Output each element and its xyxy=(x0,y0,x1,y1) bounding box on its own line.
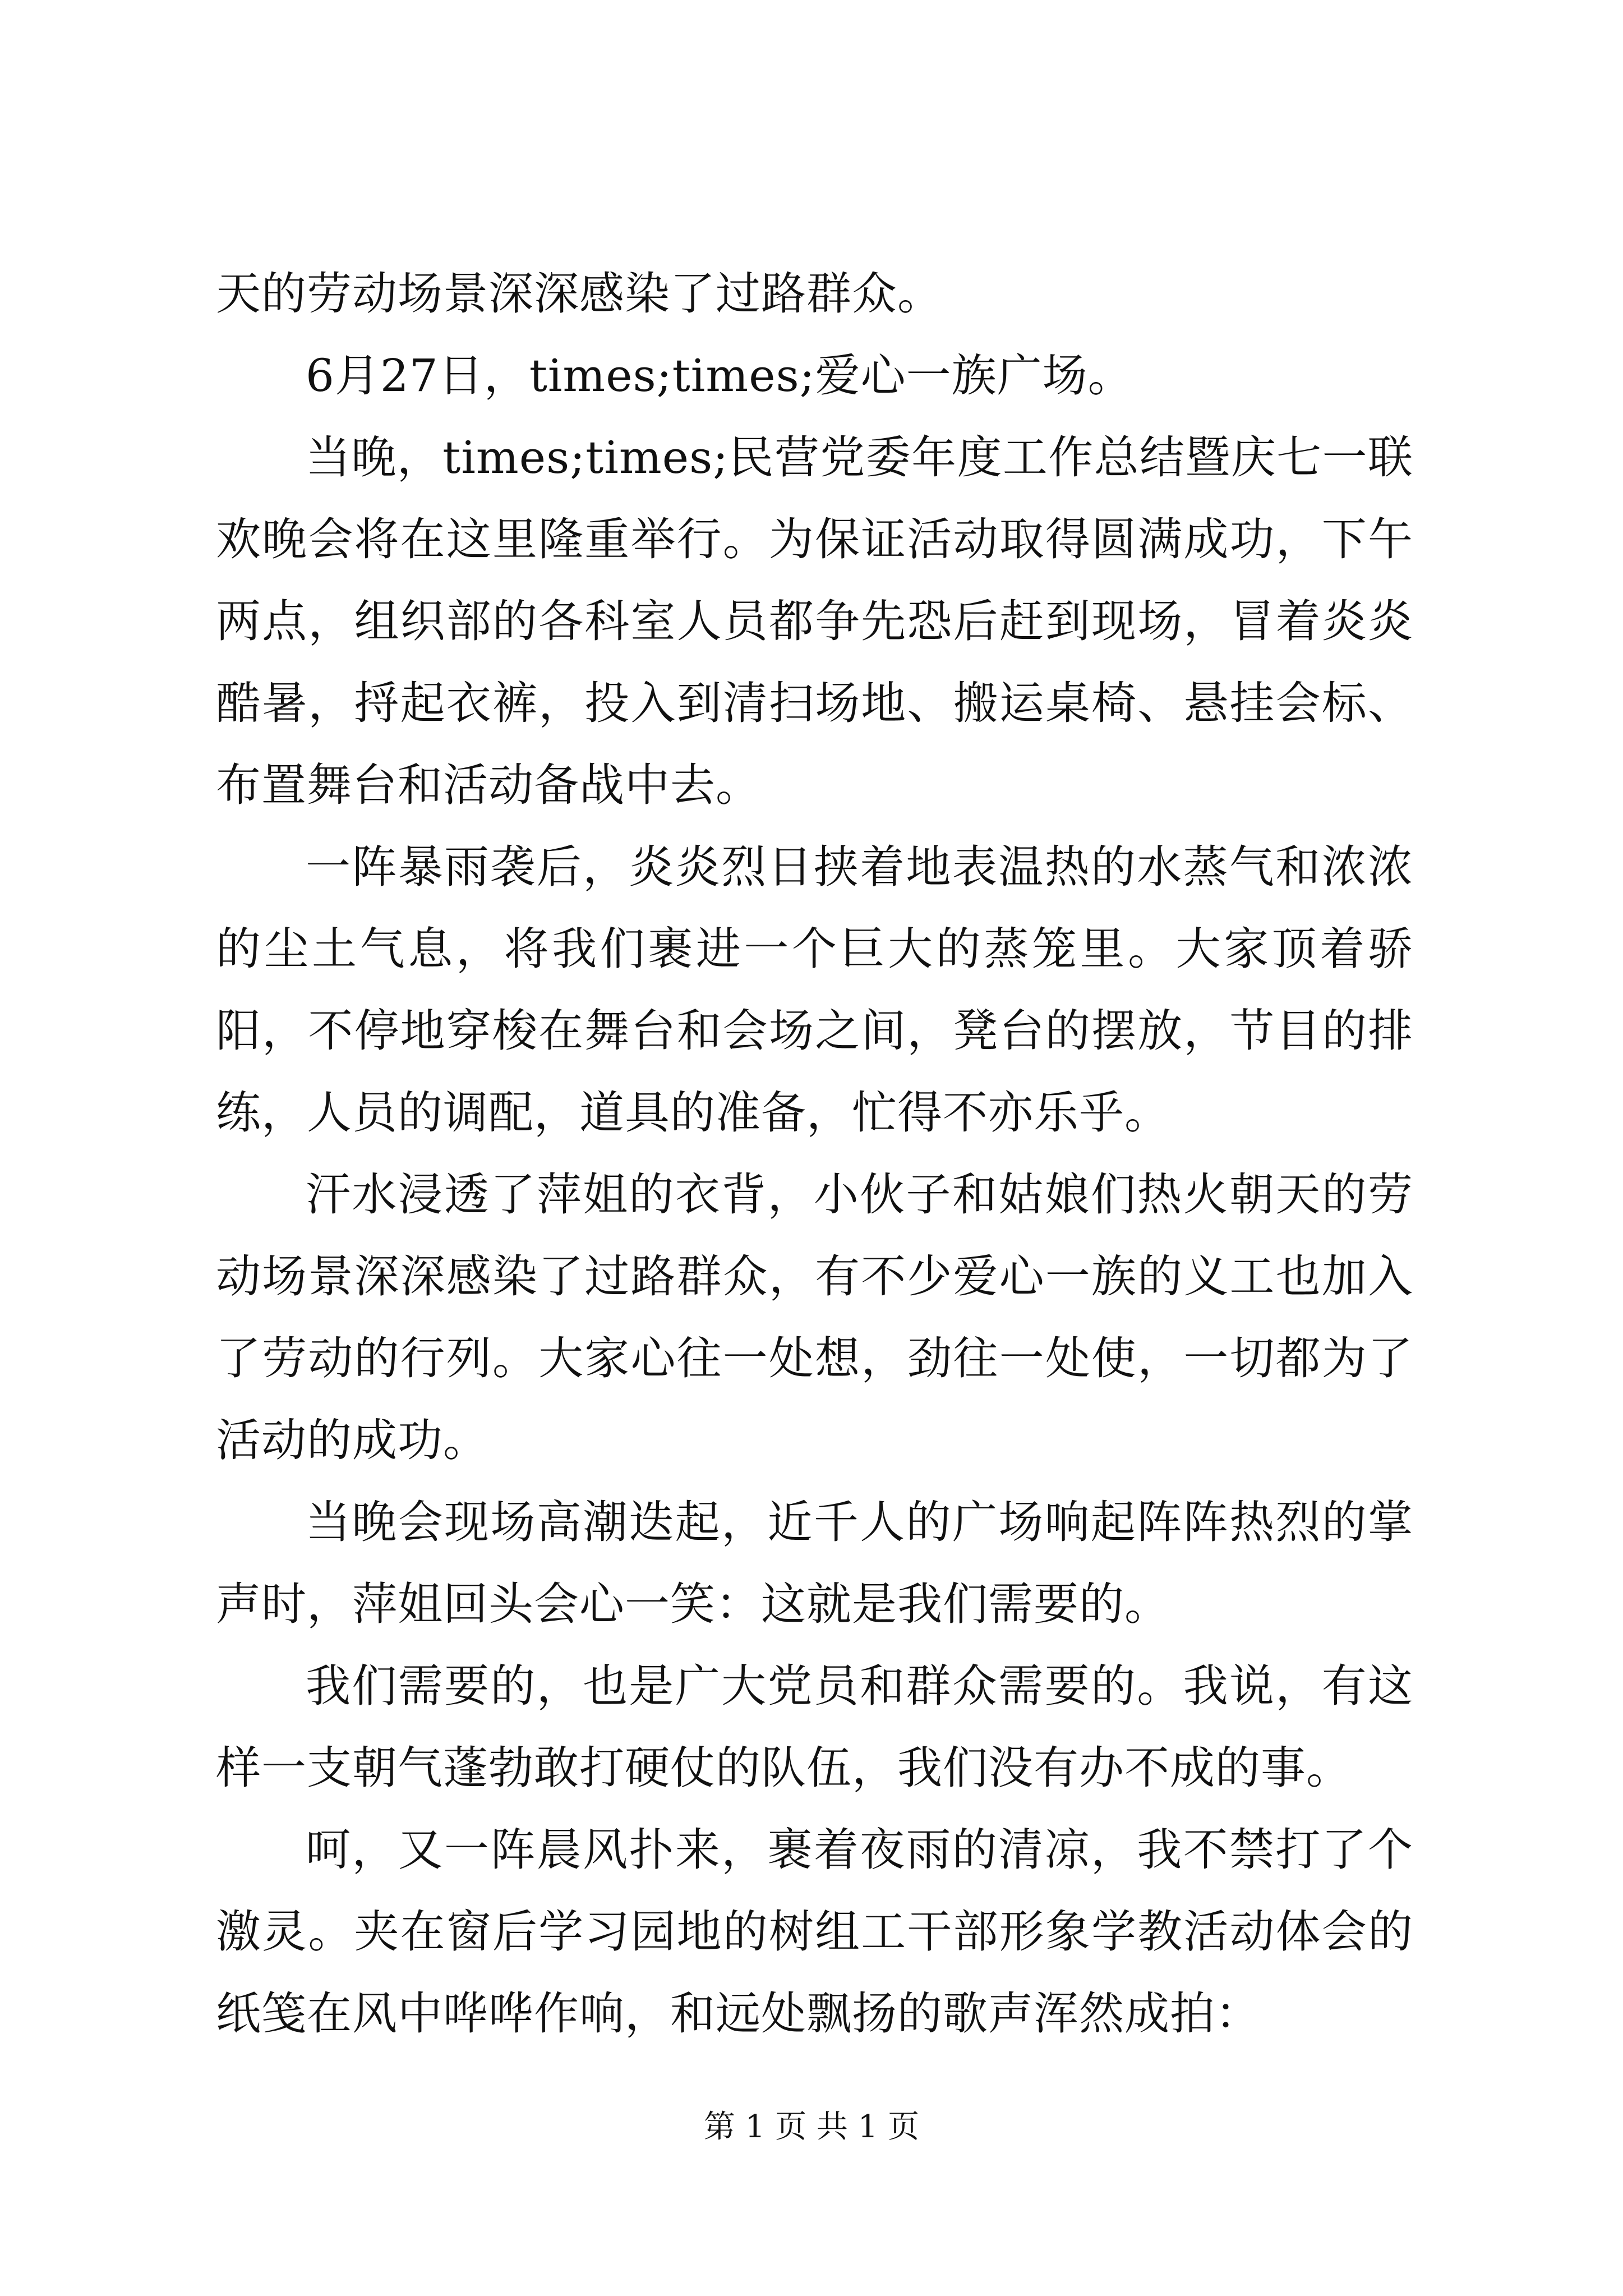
page-number-footer: 第 1 页 共 1 页 xyxy=(703,2109,920,2145)
paragraph-what-we-need: 我们需要的，也是广大党员和群众需要的。我说，有这样一支朝气蓬勃敢打硬仗的队伍，我们没有办不成的事。 xyxy=(216,1660,1413,1794)
paragraph-morning-wind: 呵，又一阵晨风扑来，裹着夜雨的清凉，我不禁打了个激灵。夹在窗后学习园地的树组工干部形象学教活动体会的纸笺在风中哗哗作响，和远处飘扬的歌声浑然成拍： xyxy=(216,1824,1413,2040)
paragraph-applause: 当晚会现场高潮迭起，近千人的广场响起阵阵热烈的掌声时，萍姐回头会心一笑：这就是我们需要的。 xyxy=(216,1496,1413,1630)
paragraph-sweat: 汗水浸透了萍姐的衣背，小伙子和姑娘们热火朝天的劳动场景深深感染了过路群众，有不少爱心一族的义工也加入了劳动的行列。大家心往一处想，劲往一处使，一切都为了活动的成功。 xyxy=(216,1168,1413,1466)
paragraph-rainstorm: 一阵暴雨袭后，炎炎烈日挟着地表温热的水蒸气和浓浓的尘土气息，将我们裹进一个巨大的蒸笼里。大家顶着骄阳，不停地穿梭在舞台和会场之间，凳台的摆放，节目的排练，人员的调配，道具的准备，忙得不亦乐乎。 xyxy=(216,841,1413,1139)
paragraph-evening-event: 当晚，times;times;民营党委年度工作总结暨庆七一联欢晚会将在这里隆重举行。为保证活动取得圆满成功，下午两点，组织部的各科室人员都争先恐后赶到现场，冒着炎炎酷暑，捋起衣裤，投入到清扫场地、搬运桌椅、悬挂会标、布置舞台和活动备战中去。 xyxy=(216,431,1413,811)
paragraph-continuation: 天的劳动场景深深感染了过路群众。 xyxy=(216,268,943,320)
document-body xyxy=(216,253,1413,2055)
paragraph-date-location: 6月27日，times;times;爱心一族广场。 xyxy=(306,349,1133,402)
